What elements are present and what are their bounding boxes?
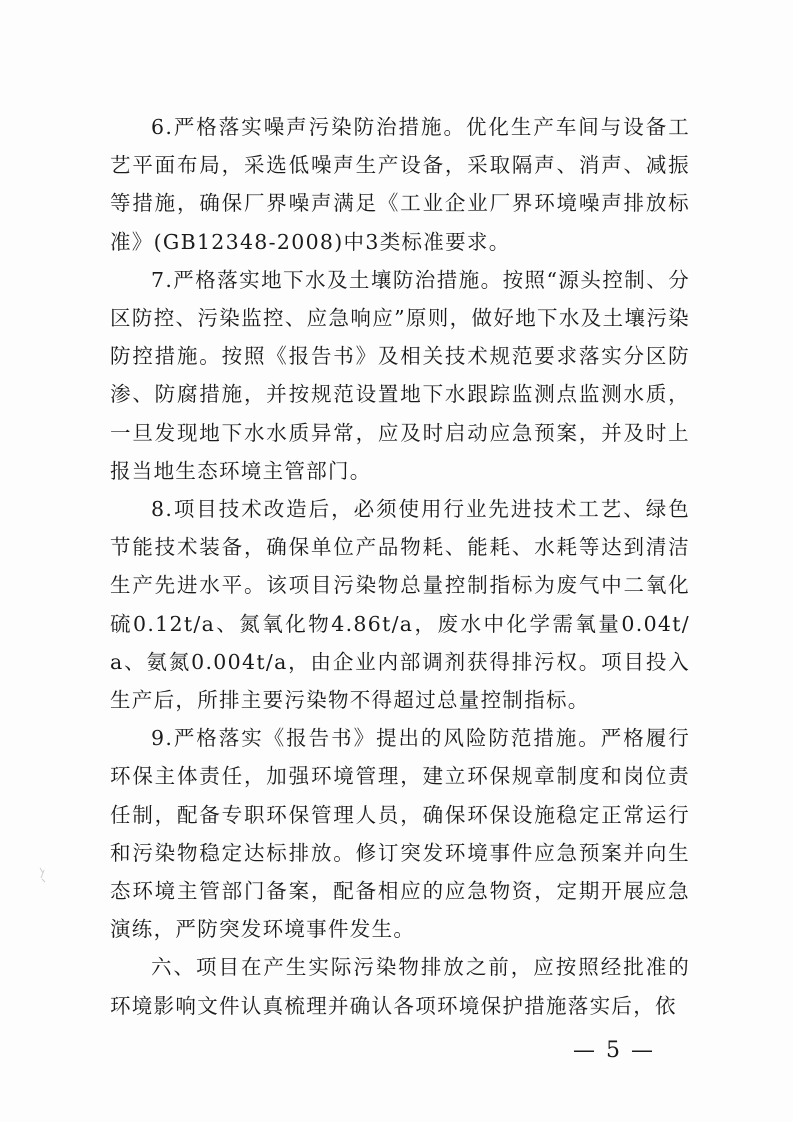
paragraph-risk-prevention: 9.严格落实《报告书》提出的风险防范措施。严格履行环保主体责任，加强环境管理，建立环保规章制度和岗位责任制，配备专职环保管理人员，确保环保设施稳定正常运行和污染物稳定达标排放。修订突发环境事件应急预案并向生态环境主管部门备案，配备相应的应急物资，定期开展应急演练，严防突发环境事件发生。 bbox=[110, 726, 690, 942]
scan-speck-mark bbox=[38, 866, 48, 884]
page-number: — 5 — bbox=[573, 1038, 655, 1063]
paragraph-noise-control: 6.严格落实噪声污染防治措施。优化生产车间与设备工艺平面布局，采选低噪声生产设备，采取隔声、消声、减振等措施，确保厂界噪声满足《工业企业厂界环境噪声排放标准》(GB12348-2008)中3类标准要求。 bbox=[110, 115, 690, 254]
document-body bbox=[110, 108, 690, 1025]
page-number-footer bbox=[0, 1038, 793, 1063]
paragraph-groundwater-soil: 7.严格落实地下水及土壤防治措施。按照“源头控制、分区防控、污染监控、应急响应”原则，做好地下水及土壤污染防控措施。按照《报告书》及相关技术规范要求落实分区防渗、防腐措施，并按规范设置地下水跟踪监测点监测水质，一旦发现地下水水质异常，应及时启动应急预案，并及时上报当地生态环境主管部门。 bbox=[110, 267, 690, 483]
paragraph-section-six: 六、项目在产生实际污染物排放之前，应按照经批准的环境影响文件认真梳理并确认各项环境保护措施落实后，依 bbox=[110, 955, 690, 1018]
paragraph-total-control: 8.项目技术改造后，必须使用行业先进技术工艺、绿色节能技术装备，确保单位产品物耗、能耗、水耗等达到清洁生产先进水平。该项目污染物总量控制指标为废气中二氧化硫0.12t/a、氮氧化物4.86t/a，废水中化学需氧量0.04t/a、氨氮0.004t/a，由企业内部调剂获得排污权。项目投入生产后，所排主要污染物不得超过总量控制指标。 bbox=[110, 497, 690, 713]
